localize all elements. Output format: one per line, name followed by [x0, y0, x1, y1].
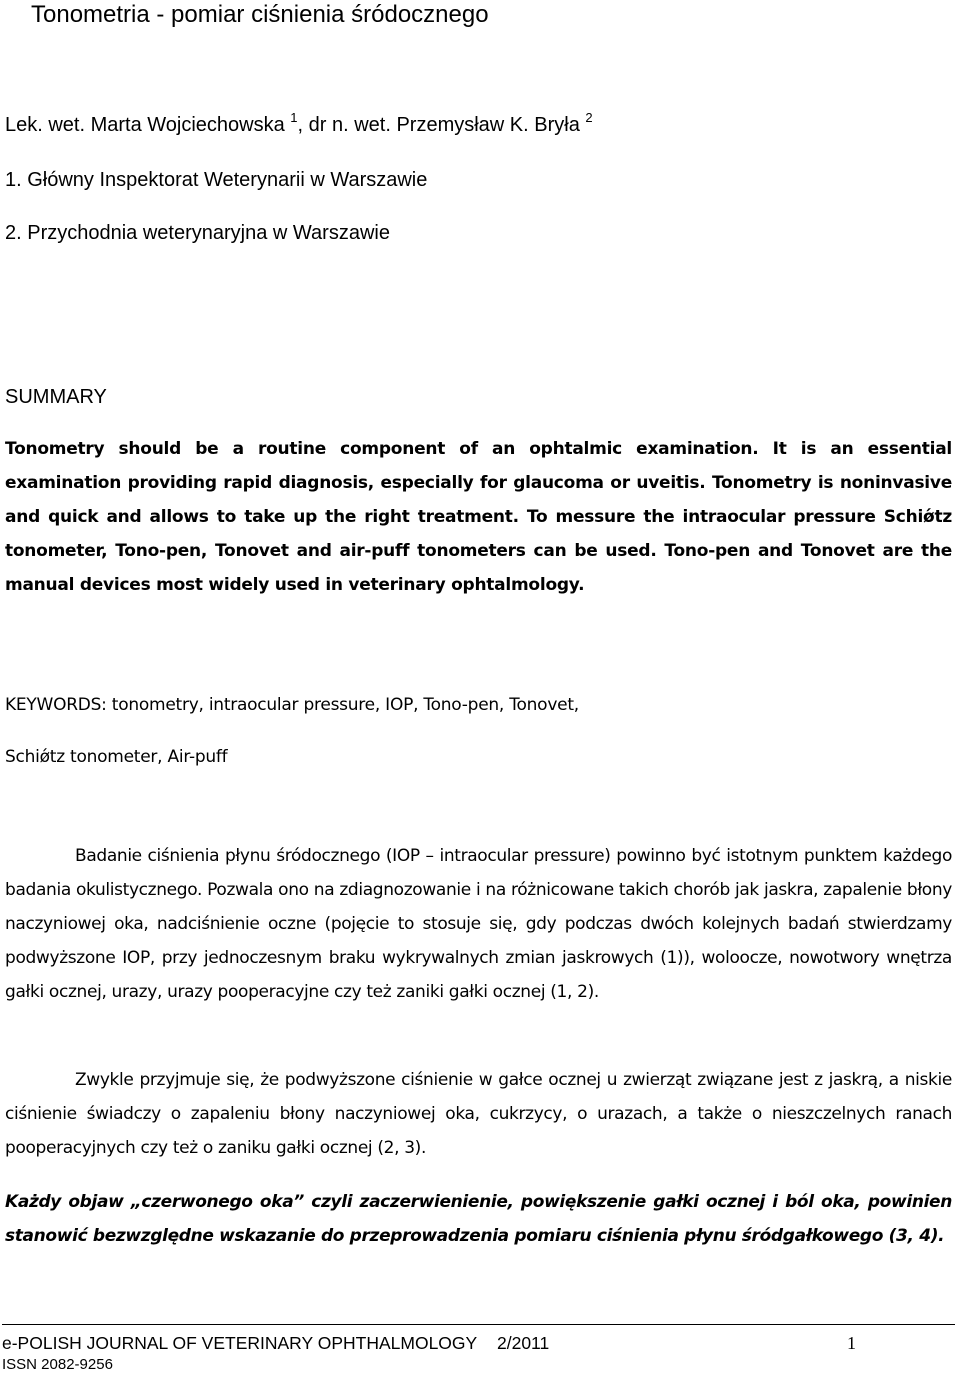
body-paragraph-1 [5, 839, 952, 1009]
author-1-affiliation-mark: 1 [290, 110, 298, 125]
summary-text: Tonometry should be a routine component of an ophtalmic examination. It is an essential examination providing rapid diagnosis, especially for glaucoma or uveitis. Tonometry is noninvasive and quick and allows to take up the right treatment. To messure the intraocular pressure Schiǿtz tonometer, Tono-pen, Tonovet and air-puff tonometers can be used. Tono-pen and Tonovet are the manual devices most widely used in veterinary ophtalmology. [5, 439, 952, 595]
summary-heading: SUMMARY [5, 386, 107, 408]
body-paragraph-2-text: Zwykle przyjmuje się, że podwyższone ciśnienie w gałce ocznej u zwierząt związane jest z jaskrą, a niskie ciśnienie świadczy o zapaleniu błony naczyniowej oka, cukrzycy, o urazach, a także o nieszczelnych ranach pooperacyjnych czy też o zaniku gałki ocznej (2, 3). [5, 1070, 952, 1158]
author-2-affiliation-mark: 2 [585, 110, 593, 125]
keywords [5, 679, 952, 783]
keywords-line-2: Schiǿtz tonometer, Air-puff [5, 747, 228, 767]
footer-issn: ISSN 2082-9256 [2, 1356, 113, 1373]
affiliation-2: 2. Przychodnia weterynaryjna w Warszawie [5, 222, 390, 244]
emphasis-paragraph: Każdy objaw „czerwonego oka” czyli zaczerwienienie, powiększenie gałki ocznej i ból oka, powinien stanowić bezwzględne wskazanie do przeprowadzenia pomiaru ciśnienia płynu śródgałkowego (3, 4). [5, 1192, 952, 1246]
author-2: , dr n. wet. Przemysław K. Bryła [297, 114, 586, 136]
body-paragraph-2 [5, 1063, 952, 1165]
footer-journal-name: e-POLISH JOURNAL OF VETERINARY OPHTHALMOLOGY [2, 1333, 478, 1353]
body-paragraph-1-text: Badanie ciśnienia płynu śródocznego (IOP – intraocular pressure) powinno być istotnym punktem każdego badania okulistycznego. Pozwala ono na zdiagnozowanie i na różnicowane takich chorób jak jaskra, zapalenie błony naczyniowej oka, nadciśnienie oczne (pojęcie to stosuje się, gdy podczas dwóch kolejnych badań stwierdzamy podwyższone IOP, przy jednoczesnym braku wykrywalnych zmian jaskrowych (1)), woloocze, nowotwory wnętrza gałki ocznej, urazy, urazy pooperacyjne czy też zaniki gałki ocznej (1, 2). [5, 846, 952, 1002]
page-title: Tonometria - pomiar ciśnienia śródocznego [31, 1, 489, 28]
footer-issue: 2/2011 [497, 1333, 550, 1353]
author-1: Lek. wet. Marta Wojciechowska [5, 114, 291, 136]
footer-page-number: 1 [847, 1333, 856, 1353]
keywords-line-1: KEYWORDS: tonometry, intraocular pressure, IOP, Tono-pen, Tonovet, [5, 695, 579, 715]
footer-divider [2, 1324, 955, 1325]
authors-line [5, 110, 952, 140]
affiliation-1: 1. Główny Inspektorat Weterynarii w Warszawie [5, 169, 428, 191]
